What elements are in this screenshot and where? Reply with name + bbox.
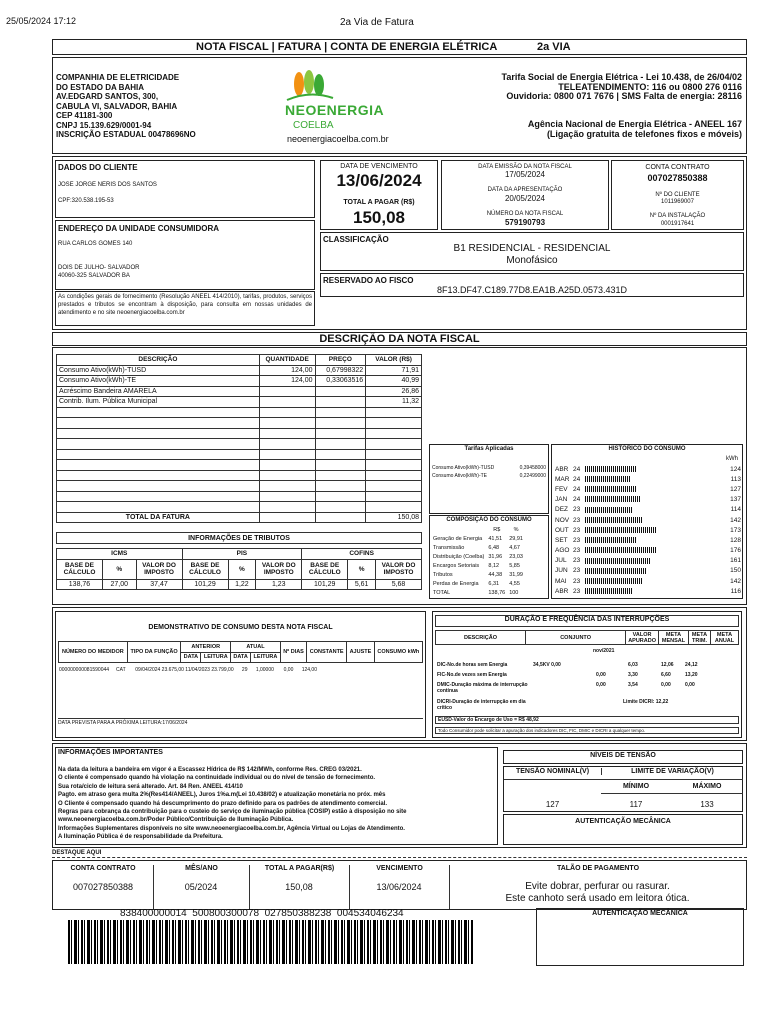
historico-title: HISTÓRICO DO CONSUMO xyxy=(608,446,686,452)
client-data-box xyxy=(55,160,315,218)
conditions-text: As condições gerais de fornecimento (Resolução ANEEL 414/2010), tarifas, produtos, serviços prestados e tributos se encontram à disposição, para consulta em nossas unidades de atendimento e no site neoenergiacoelba.com.br xyxy=(55,291,315,326)
unit-address-box xyxy=(55,220,315,290)
logo-site: neoenergiacoelba.com.br xyxy=(287,134,389,144)
tensao-box: TENSÃO NOMINAL(V) LIMITE DE VARIAÇÃO(V) MÍNIMO MÁXIMO 127 117 133 xyxy=(503,766,743,812)
important-line: Informações Suplementares disponíveis no site www.neoenergiacoelba.com.br, Agência Virtual ou Lojas de Atendimento. xyxy=(58,825,405,832)
invoice-title: NOTA FISCAL | FATURA | CONTA DE ENERGIA ELÉTRICA xyxy=(196,41,498,53)
interrupcoes-box: DURAÇÃO E FREQUÊNCIA DAS INTERRUPÇÕES DESCRIÇÃO CONJUNTO VALOR APURADO META MENSAL META TRIM. META ANUAL nov/2021 DIC-No.de horas sem Energia 34,5KV 0,00 6,03 12,06 24,12 FIC-No.de vezes sem Energia 0,00 3,30 6,60 13,20 DMIC-Duração máxima de interrupção contínua 0,00 3,54 0,00 0,00 DICRI-Duração de interrupção em dia crítico Limite DICRI: 12,22 EUSD-Valor do Encargo de Uso = R$ 48,92 Todo Consumidor pode solicitar a apuração dos indicadores DIC, FIC, DMIC e DICRI a qualquer tempo. xyxy=(432,611,742,738)
interrupcoes-note: Todo Consumidor pode solicitar a apuração dos indicadores DIC, FIC, DMIC e DICRI a qualquer tempo. xyxy=(435,727,739,734)
contact-info: Tarifa Social de Energia Elétrica - Lei 10.438, de 26/04/02 TELEATENDIMENTO: 116 ou 0800 276 0116 Ouvidoria: 0800 071 7676 | SMS Falta de energia: 28116 xyxy=(501,72,742,101)
stub-header: CONTA CONTRATO MÊS/ANO TOTAL A PAGAR(R$) VENCIMENTO TALÃO DE PAGAMENTO 007027850388 05/2024 150,08 13/06/2024 Evite dobrar, perfurar ou rasurar. Este canhoto será usado em leitora ótica. xyxy=(52,860,747,910)
history-row: OUT 23 173 xyxy=(555,526,741,534)
history-row: ABR 24 124 xyxy=(555,465,741,473)
history-row: FEV 24 127 xyxy=(555,485,741,493)
classification-value: B1 RESIDENCIAL - RESIDENCIAL xyxy=(453,243,611,254)
history-bar xyxy=(585,466,636,472)
client-cpf: CPF:320.538.195-53 xyxy=(58,198,114,204)
auth-box-2 xyxy=(536,908,744,966)
historico-table xyxy=(554,464,742,596)
history-row: AGO 23 176 xyxy=(555,547,741,555)
installation-number: 0001917641 xyxy=(660,221,695,227)
print-title: 2a Via de Fatura xyxy=(340,17,414,28)
stub-msg1: Evite dobrar, perfurar ou rasurar. xyxy=(525,881,670,892)
total-value: 150,08 xyxy=(353,208,405,227)
next-reading: DATA PREVISTA PARA A PRÓXIMA LEITURA:17/06/2024 xyxy=(58,718,423,726)
emission-label: DATA EMISSÃO DA NOTA FISCAL xyxy=(478,164,572,170)
tarifas-box: Tarifas Aplicadas Consumo Ativo(kWh)-TUSD 0,39458000 Consumo Ativo(kWh)-TE 0,22499000 xyxy=(429,444,549,514)
history-row: JAN 24 137 xyxy=(555,496,741,504)
tensao-max: 133 xyxy=(700,800,714,809)
medidor-table: NÚMERO DO MEDIDOR TIPO DA FUNÇÃO ANTERIOR ATUAL Nº DIAS CONSTANTE AJUSTE CONSUMO kWh DATA LEITURA DATA LEITURA xyxy=(58,641,423,663)
presentation-label: DATA DA APRESENTAÇÃO xyxy=(487,187,563,193)
important-line: Pagto. em atraso gera multa 2%(Res414/ANEEL), Juros 1%a.m(Lei 10.438/02) e atualização monetária no próx. mês xyxy=(58,792,386,799)
medidor-row: 000000000081590044 CAT 09/04/2024 23.675,00 11/04/2023 23.799,00 29 1,00000 0,00 124,00 xyxy=(59,667,317,673)
print-date: 25/05/2024 17:12 xyxy=(6,16,77,26)
interrupcoes-title: DURAÇÃO E FREQUÊNCIA DAS INTERRUPÇÕES xyxy=(435,615,739,627)
historico-unit: kWh xyxy=(726,456,738,462)
history-bar xyxy=(585,486,637,492)
classification-phase: Monofásico xyxy=(506,255,558,266)
history-bar xyxy=(585,558,651,564)
client-name: JOSE JORGE NERIS DOS SANTOS xyxy=(58,182,157,188)
unit-street: RUA CARLOS GOMES 140 xyxy=(58,241,133,247)
tensao-nominal: 127 xyxy=(545,800,560,809)
stub-month: 05/2024 xyxy=(184,882,218,892)
logo-name: NEOENERGIA xyxy=(285,102,385,118)
classification-box xyxy=(320,232,744,271)
desc-title-bar xyxy=(52,332,747,346)
history-row: JUL 23 161 xyxy=(555,557,741,565)
tensao-min: 117 xyxy=(629,800,643,809)
history-bar xyxy=(585,476,631,482)
logo-flame-icon xyxy=(285,70,335,102)
client-label: DADOS DO CLIENTE xyxy=(58,163,138,172)
important-line: O cliente é compensado quando há violação na continuidade individual ou do nível de tensão de fornecimento. xyxy=(58,775,376,782)
composicao-table: R$ % Geração de Energia 41,51 29,91 Transmissão 6,48 4,67 Distribuição (Coelba) 31,96 23,03 Encargos Setoriais 8,12 5,85 Tributos 44,38 31,99 Perdas de Energia 6,31 4,55 TOTAL 138,76 100 xyxy=(433,526,523,596)
invoice-title-bar xyxy=(52,39,747,55)
history-bar xyxy=(585,517,643,523)
stub-due: 13/06/2024 xyxy=(376,882,422,892)
logo-sub: COELBA xyxy=(293,120,334,131)
barcode xyxy=(68,920,474,964)
emission-date: 17/05/2024 xyxy=(504,170,546,179)
due-label: DATA DE VENCIMENTO xyxy=(340,163,418,170)
composicao-box xyxy=(429,515,549,599)
auth-box-1 xyxy=(503,814,743,845)
cut-line xyxy=(52,857,747,858)
neoenergia-logo xyxy=(281,70,411,148)
barcode-digits: 838400000014 500800300078 027850388238 004534046234 xyxy=(120,908,404,919)
auth-label: AUTENTICAÇÃO MECÂNICA xyxy=(575,818,671,825)
important-line: A Iluminação Pública é de responsabilidade da Prefeitura. xyxy=(58,834,223,841)
history-row: JUN 23 150 xyxy=(555,567,741,575)
stub-contract: 007027850388 xyxy=(72,882,134,892)
presentation-date: 20/05/2024 xyxy=(504,194,546,203)
tributos-table: ICMS PIS COFINS BASE DE CÁLCULO % VALOR DO IMPOSTO BASE DE CÁLCULO % VALOR DO IMPOSTO BASE DE CÁLCULO % VALOR DO IMPOSTO 138,76 27,00 37,47 101,29 1,22 1,23 101,29 5,61 5,68 xyxy=(56,548,422,590)
important-text xyxy=(58,766,406,842)
emission-box xyxy=(441,160,609,230)
invoice-number-label: NÚMERO DA NOTA FISCAL xyxy=(486,211,564,217)
invoice-number: 579190793 xyxy=(504,218,546,227)
history-bar xyxy=(585,496,641,502)
aneel-info: Agência Nacional de Energia Elétrica - ANEEL 167 (Ligação gratuita de telefones fixos e móveis) xyxy=(527,119,742,139)
due-box xyxy=(320,160,438,230)
contract-label: CONTA CONTRATO xyxy=(645,164,710,171)
history-bar xyxy=(585,588,632,594)
total-label: TOTAL A PAGAR (R$) xyxy=(343,199,415,206)
table-row: Consumo Ativo(kWh)-TUSD 124,00 0,67998322 71,91 xyxy=(57,365,422,376)
history-row: DEZ 23 114 xyxy=(555,506,741,514)
total-row: TOTAL DA FATURA 150,08 xyxy=(57,512,422,523)
history-bar xyxy=(585,527,656,533)
items-table: DESCRIÇÃO QUANTIDADE PREÇO VALOR (R$) Consumo Ativo(kWh)-TUSD 124,00 0,67998322 71,91 Consumo Ativo(kWh)-TE 124,00 0,33063516 40,99 Acréscimo Bandeira AMARELA 26,86 Contrib. Ilum. Pública Municipal 11,32 TOTAL DA FATURA 150,08 xyxy=(56,354,422,523)
desc-title: DESCRIÇÃO DA NOTA FISCAL xyxy=(319,333,480,345)
contract-number: 007027850388 xyxy=(647,173,708,183)
history-bar xyxy=(585,568,646,574)
composicao-title: COMPOSIÇÃO DO CONSUMO xyxy=(446,517,532,523)
account-box xyxy=(611,160,744,230)
client-number-label: Nº DO CLIENTE xyxy=(655,192,700,198)
eusd-value: EUSD-Valor do Encargo de Uso = R$ 48,92 xyxy=(435,716,739,724)
important-line: Regras para cobrança da contribuição para o custeio do serviço de iluminação pública (COSIP) estão à disposição no site xyxy=(58,809,407,816)
cut-here-label: DESTAQUE AQUI xyxy=(52,850,102,856)
important-line: www.neoenergiacoelba.com.br/Poder Público/Contribuição de Iluminação Pública. xyxy=(58,817,294,824)
table-row: Consumo Ativo(kWh)-TE 124,00 0,33063516 40,99 xyxy=(57,376,422,387)
history-row: SET 23 128 xyxy=(555,536,741,544)
history-row: NOV 23 142 xyxy=(555,516,741,524)
medidor-title: DEMONSTRATIVO DE CONSUMO DESTA NOTA FISCAL xyxy=(148,624,333,631)
important-line: Na data da leitura a bandeira em vigor é a Escassez Hídrica de R$ 142/MWh, conforme Res. CREG 03/2021. xyxy=(58,767,362,773)
tensao-title-box xyxy=(503,750,743,764)
classification-label: CLASSIFICAÇÃO xyxy=(323,235,389,244)
table-row: 138,76 27,00 37,47 101,29 1,22 1,23 101,29 5,61 5,68 xyxy=(57,579,422,590)
company-header xyxy=(52,57,747,154)
table-row: Contrib. Ilum. Pública Municipal 11,32 xyxy=(57,397,422,408)
invoice-via: 2a VIA xyxy=(537,41,571,53)
auth-label-2: AUTENTICAÇÃO MECÂNICA xyxy=(592,910,688,917)
unit-cep: 40060-325 SALVADOR BA xyxy=(58,273,130,279)
history-row: MAR 24 113 xyxy=(555,475,741,483)
tributos-title: INFORMAÇÕES DE TRIBUTOS xyxy=(56,532,422,544)
tarifas-title: Tarifas Aplicadas xyxy=(464,446,514,452)
fisco-box xyxy=(320,273,744,297)
history-bar xyxy=(585,547,657,553)
installation-label: Nº DA INSTALAÇÃO xyxy=(649,213,706,219)
history-bar xyxy=(585,507,632,513)
table-row: Acréscimo Bandeira AMARELA 26,86 xyxy=(57,386,422,397)
important-box xyxy=(55,747,498,845)
stub-total: 150,08 xyxy=(285,882,313,892)
company-info: COMPANHIA DE ELETRICIDADE DO ESTADO DA BAHIA AV.EDGARD SANTOS, 300, CABULA VI, SALVADOR, BAHIA CEP 41181-300 CNPJ 15.139.629/0001-94 INSCRIÇÃO ESTADUAL 00478696NO xyxy=(56,73,196,139)
history-row: ABR 23 116 xyxy=(555,587,741,595)
tensao-title: NÍVEIS DE TENSÃO xyxy=(590,752,656,759)
fisco-code: 8F13.DF47.C189.77D8.EA1B.A25D.0573.431D xyxy=(436,285,628,295)
fisco-label: RESERVADO AO FISCO xyxy=(323,276,414,285)
medidor-box xyxy=(55,611,426,738)
interrupcoes-head: DESCRIÇÃO CONJUNTO VALOR APURADO META MENSAL META TRIM. META ANUAL xyxy=(435,630,739,645)
historico-box xyxy=(551,444,743,599)
important-line: Sua rota/ciclo de leitura será alterado. Art. 84 Ren. ANEEL 414/10 xyxy=(58,783,243,790)
important-title: INFORMAÇÕES IMPORTANTES xyxy=(58,749,163,756)
unit-district: DOIS DE JULHO- SALVADOR xyxy=(58,265,140,271)
important-line: O Cliente é compensado quando há descumprimento do prazo definido para os padrões de atendimento comercial. xyxy=(58,800,388,807)
due-date: 13/06/2024 xyxy=(336,171,422,190)
history-bar xyxy=(585,578,643,584)
stub-msg2: Este canhoto será usado em leitora ótica. xyxy=(505,893,690,904)
client-number: 1011969007 xyxy=(661,199,694,205)
history-bar xyxy=(585,537,637,543)
history-row: MAI 23 142 xyxy=(555,577,741,585)
unit-label: ENDEREÇO DA UNIDADE CONSUMIDORA xyxy=(58,224,220,233)
